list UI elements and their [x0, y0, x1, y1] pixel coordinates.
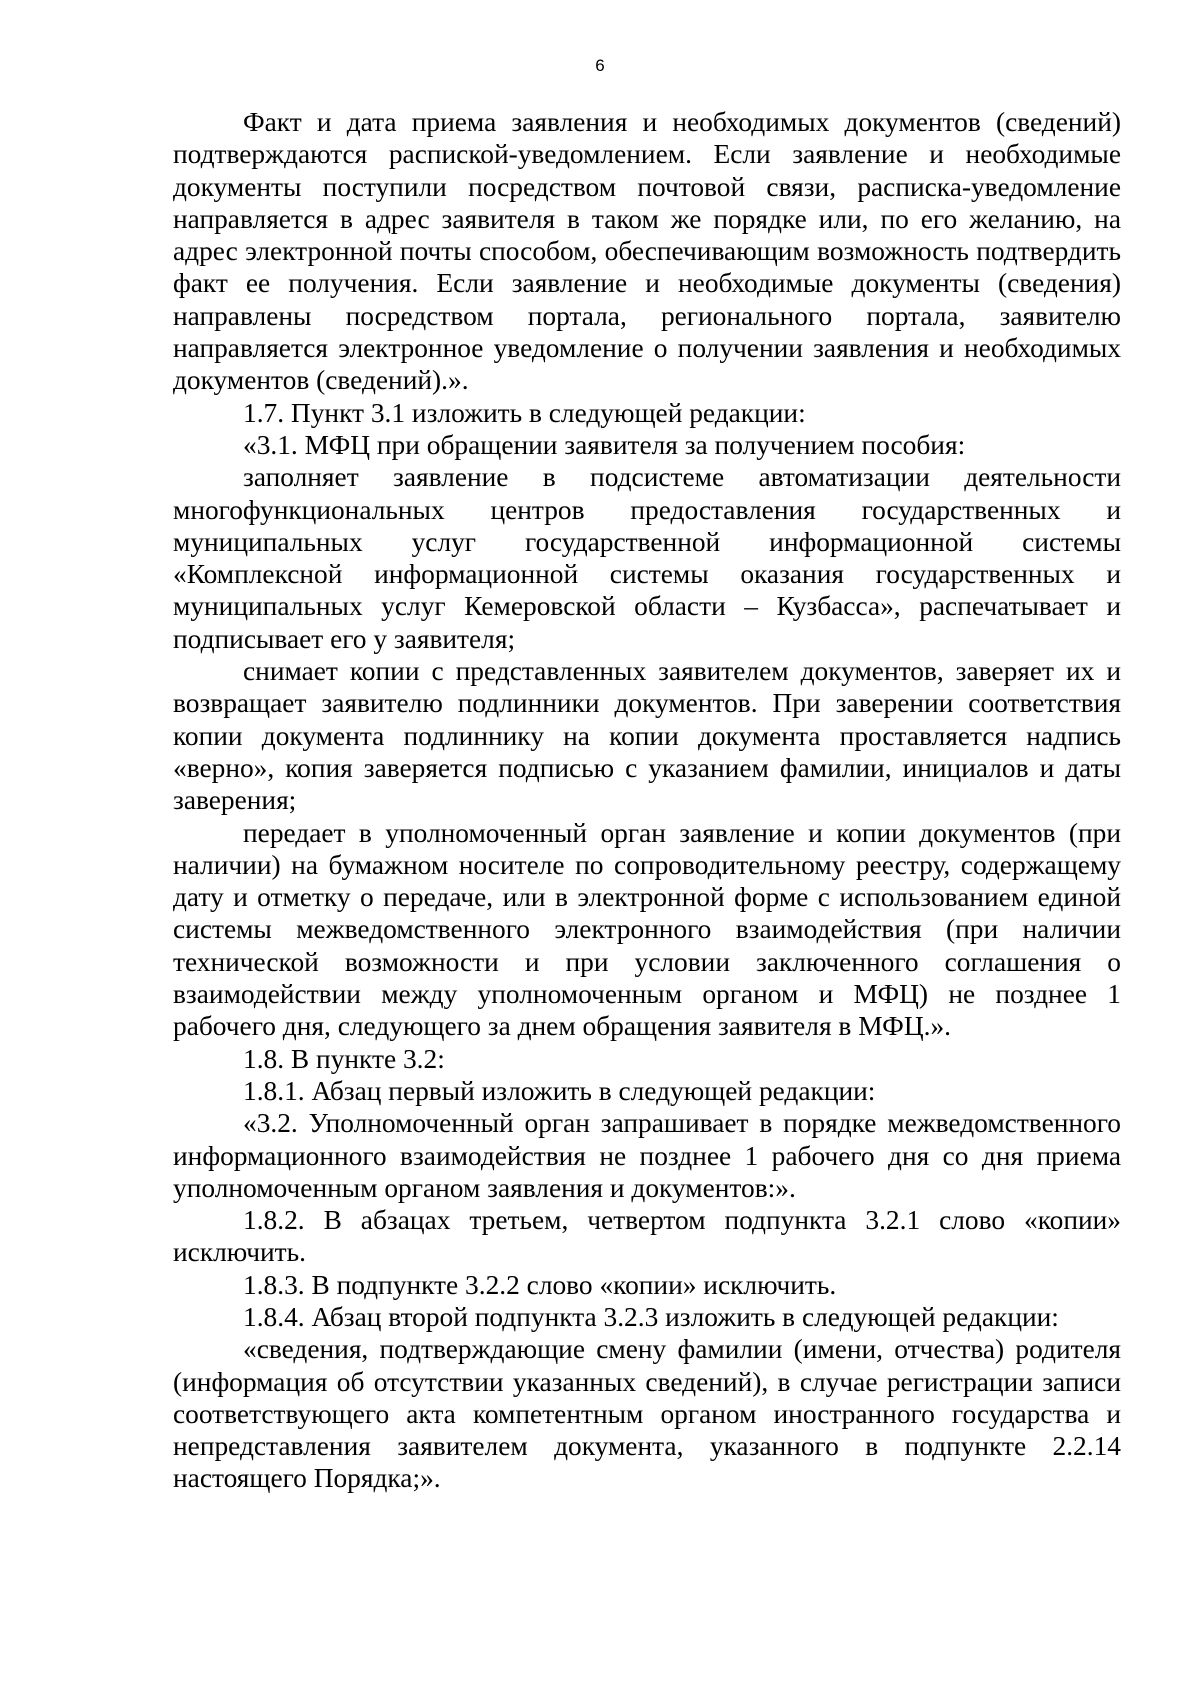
paragraph-item-1-8: 1.8. В пункте 3.2:	[243, 1043, 445, 1074]
paragraph-receipt-notice: Факт и дата приема заявления и необходимых документов (сведений) подтверждаются распиской-уведомлением. Если заявление и необходимые документы поступили посредством почтовой связи, расписка-уведомление направляется в адрес заявителя в таком же порядке или, по его желанию, на адрес электронной почты способом, обеспечивающим возможность подтвердить факт ее получения. Если заявление и необходимые документы (сведения) направлены посредством портала, регионального портала, заявителю направляется электронное уведомление о получении заявления и необходимых документов (сведений).».	[173, 107, 1121, 396]
paragraph-item-1-8-3: 1.8.3. В подпункте 3.2.2 слово «копии» исключить.	[243, 1269, 837, 1300]
document-body	[173, 106, 1121, 1495]
paragraph-surname-change-info: «сведения, подтверждающие смену фамилии (имени, отчества) родителя (информация об отсутствии указанных сведений), в случае регистрации записи соответствующего акта компетентным органом иностранного государства и непредставления заявителем документа, указанного в подпункте 2.2.14 настоящего Порядка;».	[173, 1334, 1121, 1494]
paragraph-item-1-7: 1.7. Пункт 3.1 изложить в следующей редакции:	[243, 397, 806, 428]
paragraph-clause-3-2: «3.2. Уполномоченный орган запрашивает в порядке межведомственного информационного взаимодействия не позднее 1 рабочего дня со дня приема уполномоченным органом заявления и документов:».	[173, 1108, 1121, 1203]
paragraph-item-1-8-1: 1.8.1. Абзац первый изложить в следующей редакции:	[243, 1075, 876, 1106]
page-number: 6	[595, 56, 605, 75]
paragraph-makes-copies: снимает копии с представленных заявителем документов, заверяет их и возвращает заявителю подлинники документов. При заверении соответствия копии документа подлиннику на копии документа проставляется надпись «верно», копия заверяется подписью с указанием фамилии, инициалов и даты заверения;	[173, 656, 1121, 816]
paragraph-clause-3-1: «3.1. МФЦ при обращении заявителя за получением пособия:	[243, 429, 966, 460]
paragraph-transfers-documents: передает в уполномоченный орган заявление и копии документов (при наличии) на бумажном носителе по сопроводительному реестру, содержащему дату и отметку о передаче, или в электронной форме с использованием единой системы межведомственного электронного взаимодействия (при наличии технической возможности и при условии заключенного соглашения о взаимодействии между уполномоченным органом и МФЦ) не позднее 1 рабочего дня, следующего за днем обращения заявителя в МФЦ.».	[173, 817, 1121, 1042]
paragraph-item-1-8-4: 1.8.4. Абзац второй подпункта 3.2.3 изложить в следующей редакции:	[243, 1301, 1059, 1332]
paragraph-item-1-8-2: 1.8.2. В абзацах третьем, четвертом подпункта 3.2.1 слово «копии» исключить.	[173, 1205, 1121, 1268]
paragraph-fills-application: заполняет заявление в подсистеме автоматизации деятельности многофункциональных центров предоставления государственных и муниципальных услуг государственной информационной системы «Комплексной информационной системы оказания государственных и муниципальных услуг Кемеровской области – Кузбасса», распечатывает и подписывает его у заявителя;	[173, 462, 1121, 654]
